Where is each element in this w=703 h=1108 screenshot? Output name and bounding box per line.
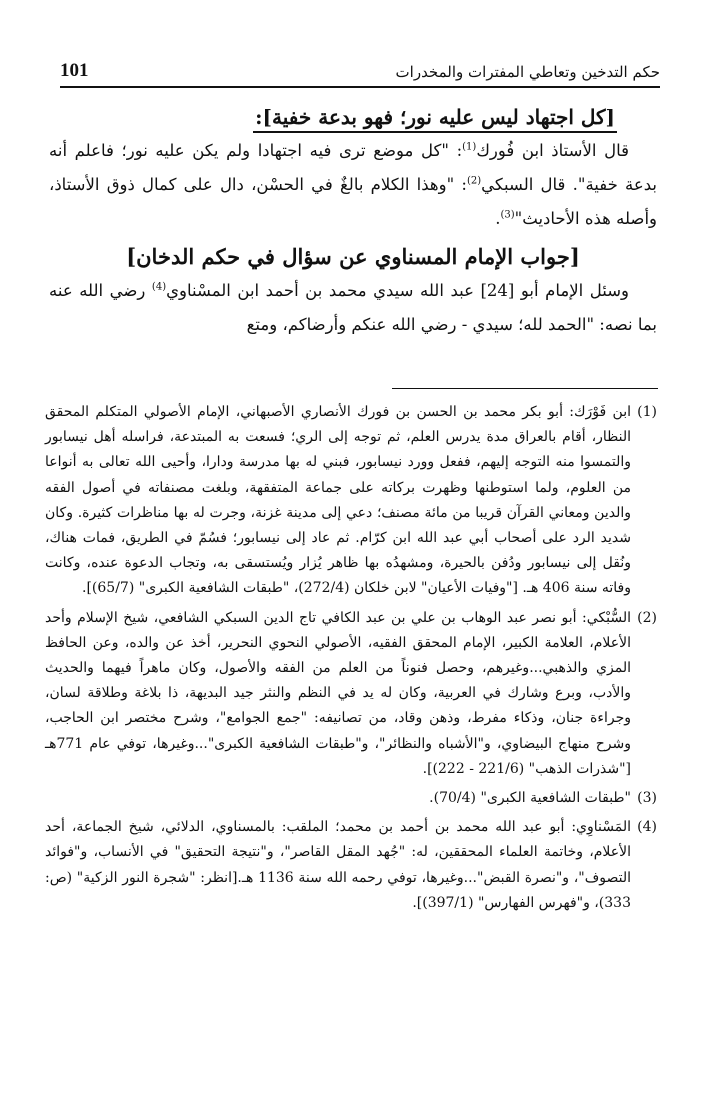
running-title: حكم التدخين وتعاطي المفترات والمخدرات [395, 63, 660, 81]
footnote [45, 786, 657, 811]
paragraph: قال الأستاذ ابن فُورك$^{(1)}$: "كل موضع ترى فيه اجتهادا ولم يكن عليه نور؛ فاعلم أنه بدعة خفية". قال السبكي$^{(2)}$: "وهذا الكلام بالغٌ في الحسْن، دال على كمال ذوق الأستاذ، وأصله هذه الأحاديث"$^{(3)}$. [49, 141, 657, 228]
footnote [45, 606, 657, 782]
paragraph: وسئل الإمام أبو [24] عبد الله سيدي محمد بن أحمد ابن المسْناوي$^{(4)}$ رضي الله عنه بما نصه: "الحمد لله؛ سيدي - رضي الله عنكم وأرضاكم، ومتع [49, 281, 657, 334]
footnote-text: "طبقات الشافعية الكبرى" (70/4). [429, 790, 631, 807]
page-number: 101 [60, 60, 89, 81]
footnotes [45, 400, 657, 920]
footnote-ref: (3) [500, 209, 515, 221]
section-heading: [كل اجتهاد ليس عليه نور؛ فهو بدعة خفية]: [49, 100, 657, 134]
footnote [45, 400, 657, 602]
footnote [45, 815, 657, 916]
footnote-ref: (2) [466, 175, 482, 187]
footnote-number: (2) [637, 609, 657, 626]
footnote-text: السُّبْكي: أبو نصر عبد الوهاب بن علي بن عبد الكافي تاج الدين السبكي الشافعي، شيخ الإسلام وأحد الأعلام، العلامة الكبير، الإمام المحقق الفقيه، الأصولي النحوي النحرير، أخذ عن والده، وعن الحافظ المزي والذهبي...وغيرهم، وحصل فنوناً من العلم من الفقه والأصول، وكان ماهراً فيهما والحديث والأدب، وبرع وشارك في العربية، وكان له يد في النظم والنثر جيد البديهة، ذا بلاغة وطلاقة لسان، وجراءة جنان، وذكاء مفرط، وذهن وقاد، من تصانيفه: "جمع الجوامع"، وشرح مختصر ابن الحاجب، وشرح منهاج البيضاوي، و"الأشباه والنظائر"، و"طبقات الشافعية الكبرى"...وغيرها، توفي عام 771هـ ["شذرات الذهب" (221/6 - 222)]. [45, 609, 631, 777]
footnote-text: ابن فَوْرَك: أبو بكر محمد بن الحسن بن فورك الأنصاري الأصبهاني، الإمام الأصولي المتكلم المحقق النظار، أقام بالعراق مدة يدرس العلم، ثم توجه إلى الري؛ فسعت به المبتدعة، فراسله أهل نيسابور والتمسوا منه التوجه إليهم، ففعل وورد نيسابور، فبني له بها مدرسة ودارا، وأحيى الله تعالى به أنواعا من العلوم، ولما استوطنها وظهرت بركاته على جماعة المتفقهة، وبلغت مصنفاته في أصول الفقه والدين ومعاني القرآن قريبا من مائة مصنف؛ دعي إلى مدينة غزنة، وجرت له بها مناظرات كثيرة. وكان شديد الرد على أصحاب أبي عبد الله ابن كرّام. ثم عاد إلى نيسابور؛ فسُمّ في الطريق، فمات هناك، ونُقل إلى نيسابور ودُفن بالحيرة، ومشهدُه بها ظاهر يُزار ويُستسقى به، وتجاب الدعوة عنده، وكانت وفاته سنة 406 هـ. ["وفيات الأعيان" لابن خلكان (272/4)، "طبقات الشافعية الكبرى" (65/7)]. [45, 404, 631, 597]
footnote-divider [392, 388, 658, 389]
footnote-number: (3) [637, 790, 657, 807]
footnote-ref: (1) [462, 141, 477, 153]
running-header [60, 58, 660, 88]
footnote-number: (1) [637, 404, 657, 420]
section-heading: [جواب الإمام المسناوي عن سؤال في حكم الدخان] [126, 244, 580, 269]
footnote-text: المَسْناوِي: أبو عبد الله محمد بن أحمد بن محمد؛ الملقب: بالمسناوي، الدلائي، شيخ الجماعة، أحد الأعلام، وخاتمة العلماء المحققين، له: "جُهد المقل القاصر"، و"نتيجة التحقيق" في الأنساب، و"فوائد التصوف"، و"نصرة القبض"...وغيرها، توفي رحمه الله سنة 1136 هـ.[انظر: "شجرة النور الزكية" (ص: 333)، و"فهرس الفهارس" (397/1)]. [45, 819, 631, 911]
main-text [49, 100, 657, 342]
footnote-ref: (4) [151, 281, 167, 293]
footnote-number: (4) [637, 819, 657, 836]
